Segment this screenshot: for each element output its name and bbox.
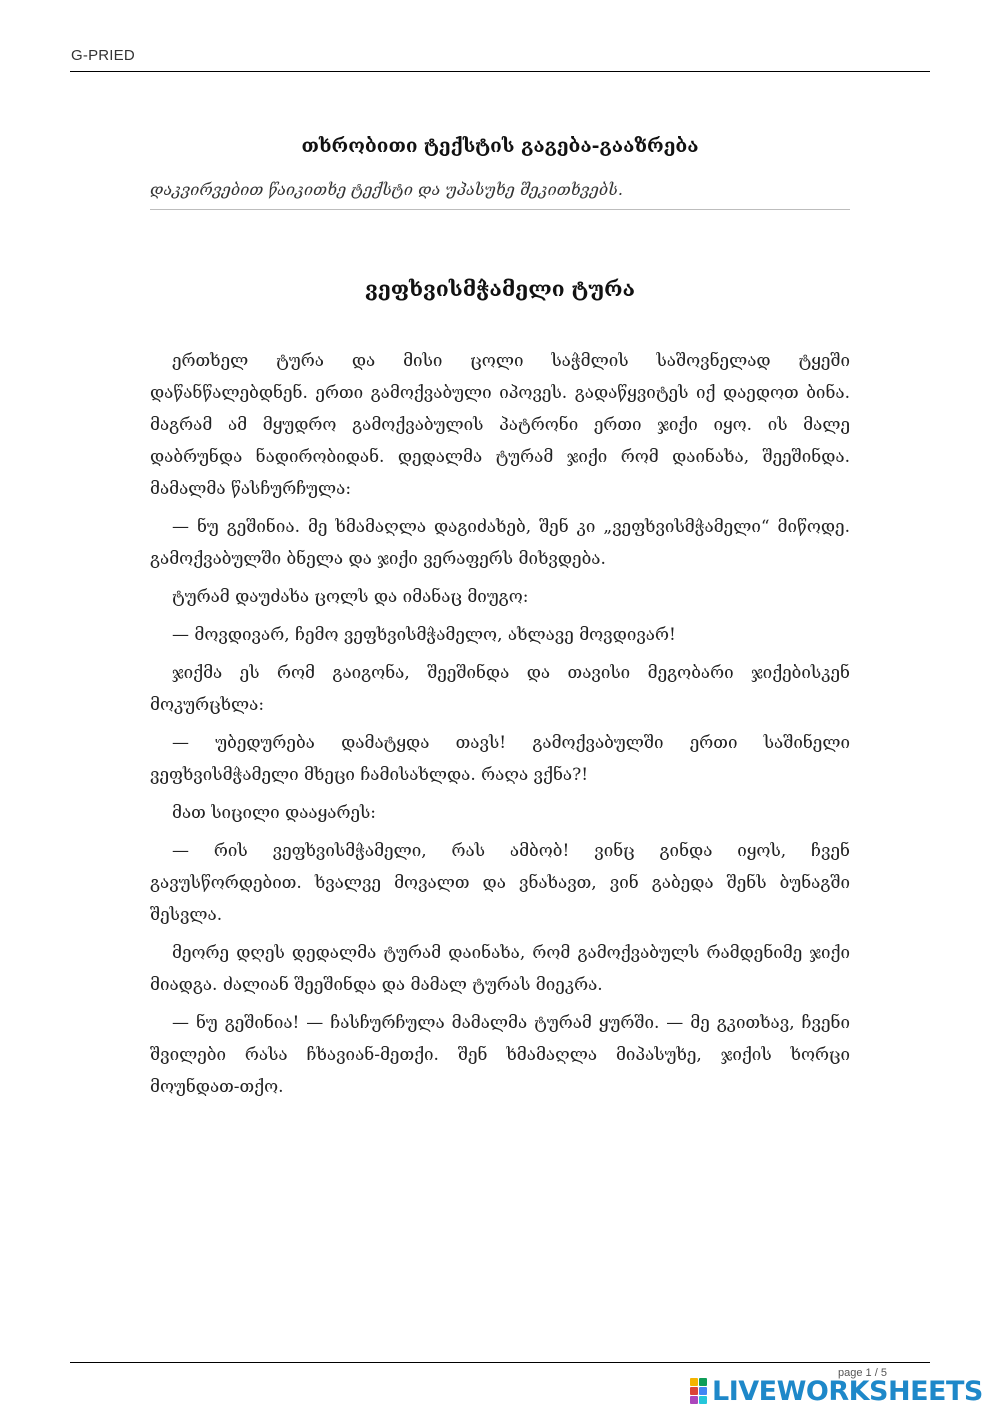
story-paragraph: — რის ვეფხვისმჭამელი, რას ამბობ! ვინც გინდა იყოს, ჩვენ გავუსწორდებით. ხვალვე მოვალთ და ვნახავთ, ვინ გაბედა შენს ბუნაგში შესვლა. — [150, 841, 850, 925]
story-title: ვეფხვისმჭამელი ტურა — [365, 276, 635, 301]
story-paragraph: — ნუ გეშინია. მე ხმამაღლა დაგიძახებ, შენ კი „ვეფხვისმჭამელი“ მიწოდე. გამოქვაბულში ბნელა და ჯიქი ვერაფერს მიხვდება. — [150, 517, 850, 569]
logo-tile — [699, 1396, 707, 1404]
header-divider — [70, 71, 930, 72]
document-header-label: G-PRIED — [71, 47, 135, 64]
logo-tile — [699, 1378, 707, 1386]
story-paragraph: მათ სიცილი დააყარეს: — [172, 803, 377, 823]
page-number: page 1 / 5 — [838, 1367, 887, 1379]
logo-tile — [690, 1378, 698, 1386]
instruction-divider — [150, 209, 850, 210]
story-paragraph: ერთხელ ტურა და მისი ცოლი საჭმლის საშოვნელად ტყეში დაწანწალებდნენ. ერთი გამოქვაბული იპოვეს. გადაწყვიტეს იქ დაედოთ ბინა. მაგრამ ამ მყუდრო გამოქვაბულის პატრონი ერთი ჯიქი იყო. ის მალე დაბრუნდა ნადირობიდან. დედალმა ტურამ ჯიქი რომ დაინახა, შეეშინდა. მამალმა წასჩურჩულა: — [150, 351, 850, 499]
story-paragraph: — მოვდივარ, ჩემო ვეფხვისმჭამელო, ახლავე მოვდივარ! — [172, 625, 676, 645]
story-paragraph: მეორე დღეს დედალმა ტურამ დაინახა, რომ გამოქვაბულს რამდენიმე ჯიქი მიადგა. ძალიან შეეშინდა და მამალ ტურას მიეკრა. — [150, 943, 850, 995]
story-paragraph: ჯიქმა ეს რომ გაიგონა, შეეშინდა და თავისი მეგობარი ჯიქებისკენ მოკურცხლა: — [150, 663, 850, 715]
liveworksheets-logo-icon — [690, 1378, 708, 1404]
liveworksheets-brand-text: LIVEWORKSHEETS — [712, 1375, 983, 1407]
story-paragraph: ტურამ დაუძახა ცოლს და იმანაც მიუგო: — [172, 587, 529, 607]
task-title: თხრობითი ტექსტის გაგება-გააზრება — [301, 135, 699, 157]
task-instruction: დაკვირვებით წაიკითხე ტექსტი და უპასუხე შეკითხვებს. — [150, 180, 623, 199]
logo-tile — [699, 1387, 707, 1395]
liveworksheets-brand[interactable] — [690, 1376, 983, 1406]
story-paragraph: — უბედურება დამატყდა თავს! გამოქვაბულში ერთი საშინელი ვეფხვისმჭამელი მხეცი ჩამისახლდა. რაღა ვქნა?! — [150, 733, 850, 785]
logo-tile — [690, 1387, 698, 1395]
footer-divider — [70, 1362, 930, 1363]
story-body — [150, 345, 850, 1109]
story-paragraph: — ნუ გეშინია! — ჩასჩურჩულა მამალმა ტურამ ყურში. — მე გკითხავ, ჩვენი შვილები რასა ჩხავიან-მეთქი. შენ ხმამაღლა მიპასუხე, ჯიქის ხორცი მოუნდათ-თქო. — [150, 1013, 850, 1097]
logo-tile — [690, 1396, 698, 1404]
